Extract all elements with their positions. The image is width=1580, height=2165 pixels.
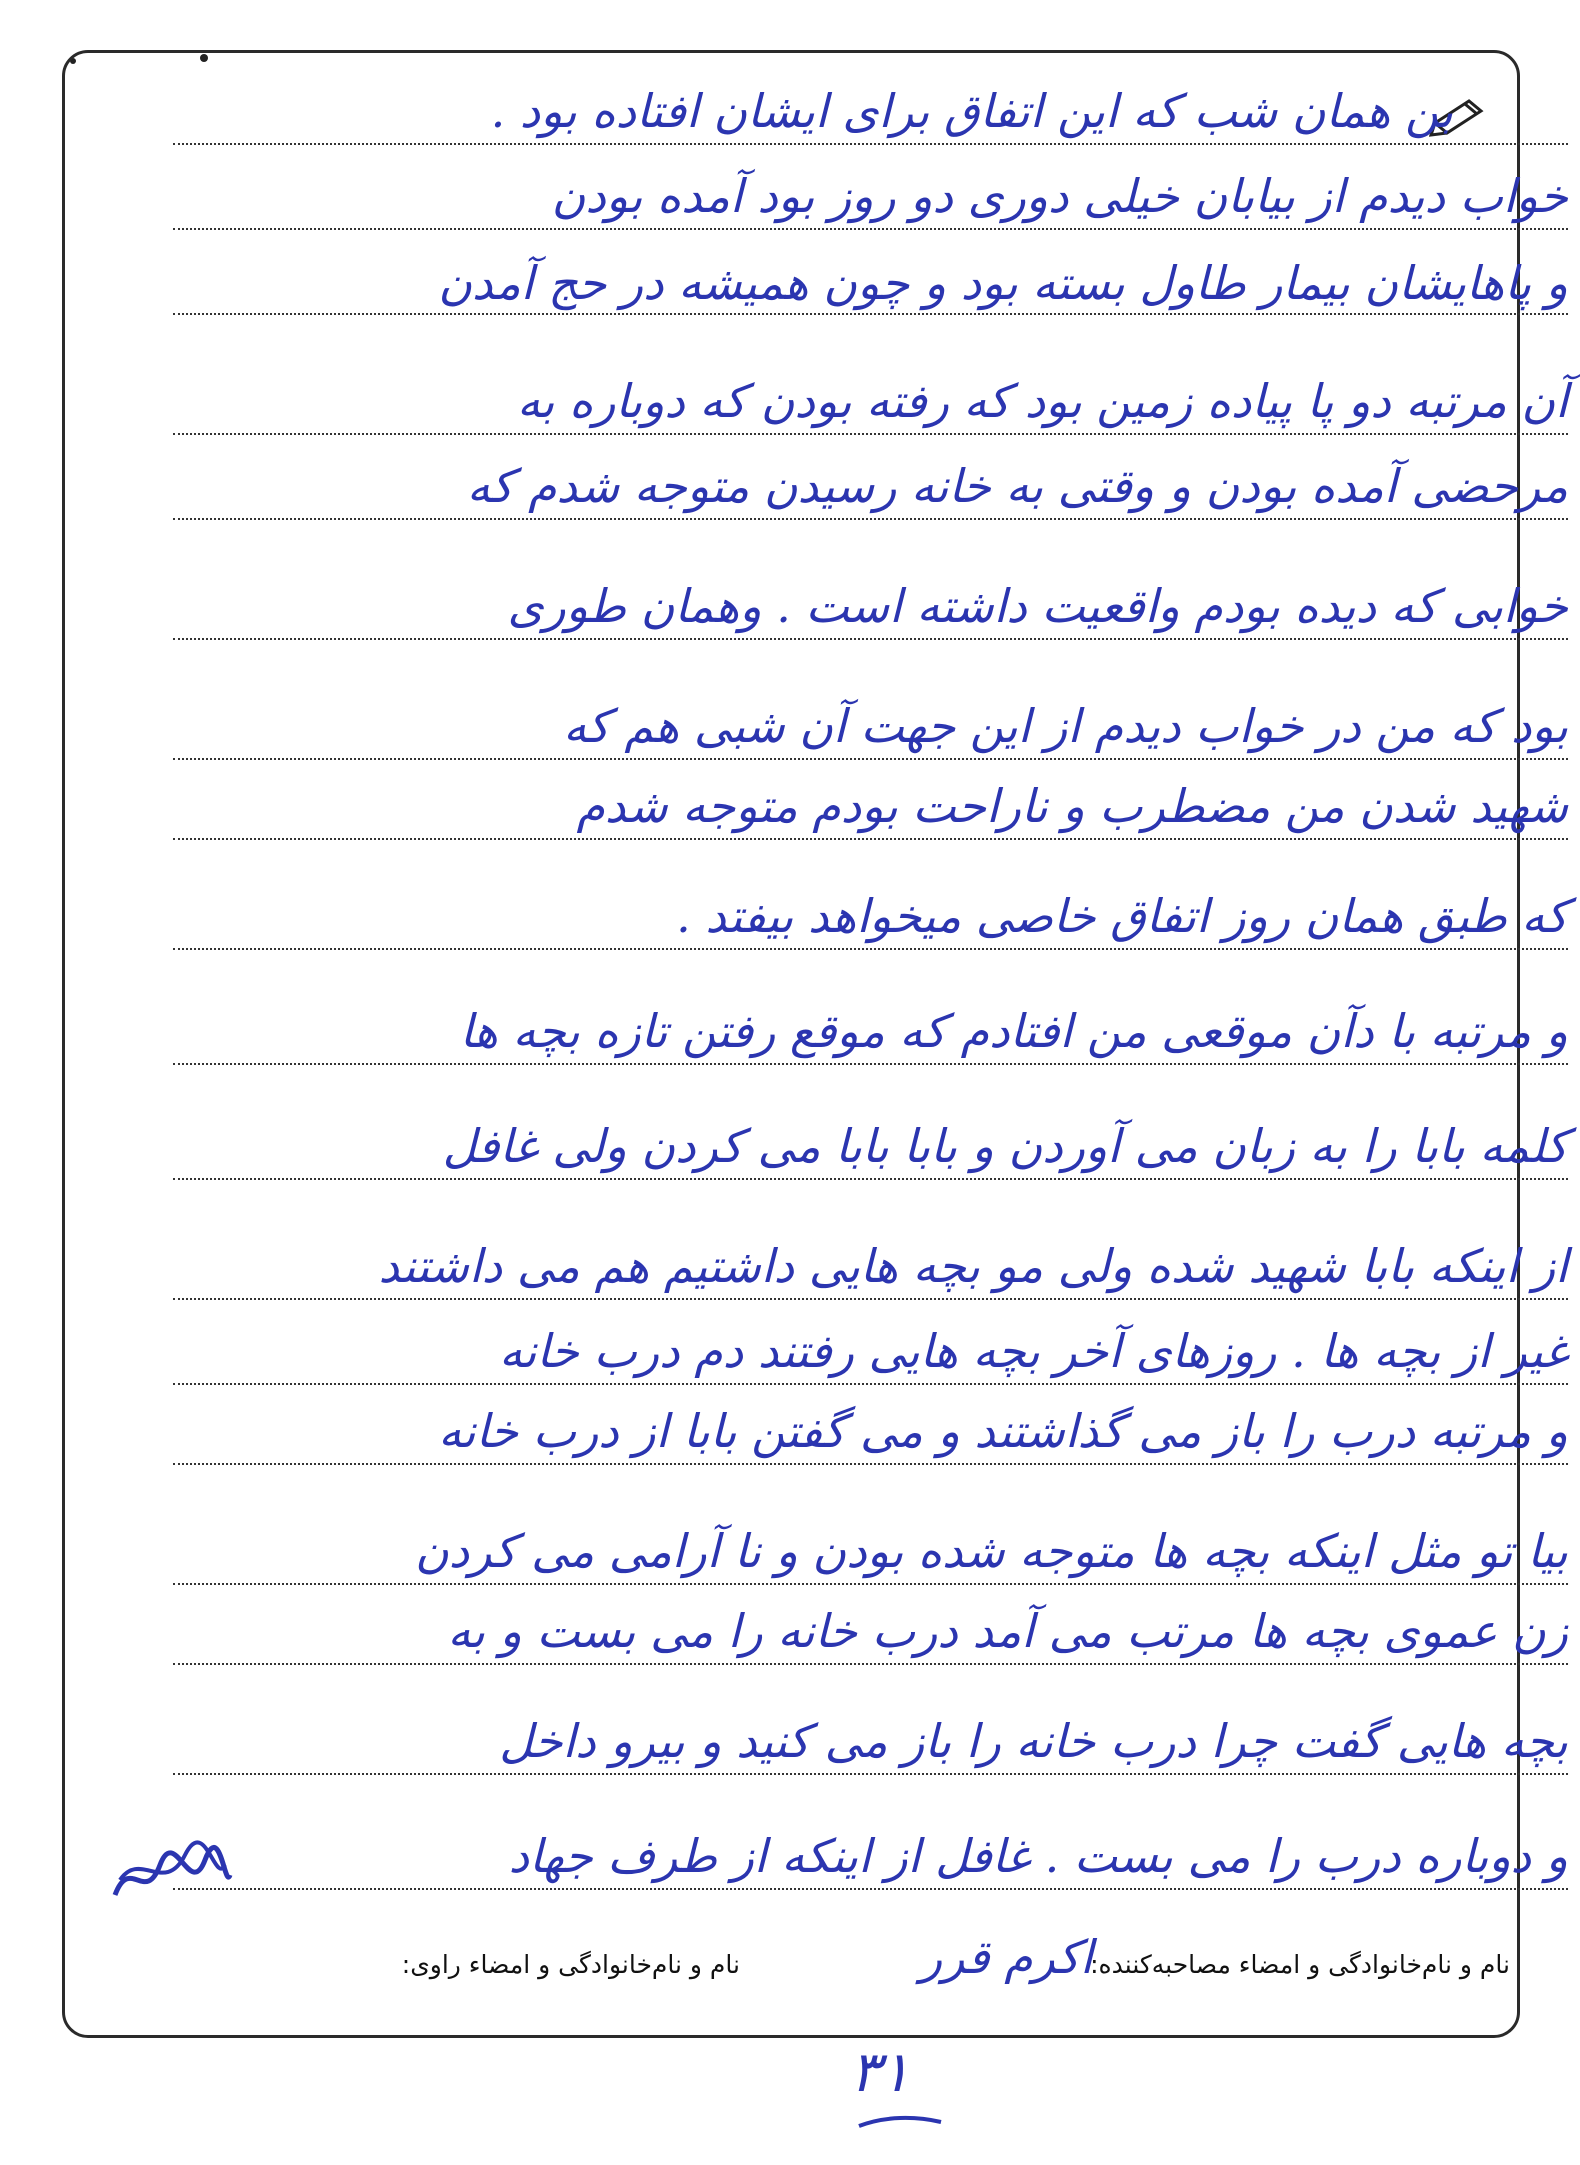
handwritten-line: بن همان شب که این اتفاق برای ایشان افتاده بود . bbox=[490, 84, 1453, 138]
handwritten-line: و مرتبه درب را باز می گذاشتند و می گفتن بابا از درب خانه bbox=[438, 1404, 1568, 1458]
page-frame bbox=[62, 50, 1568, 2038]
handwritten-line: بیا تو مثل اینکه بچه ها متوجه شده بودن و نا آرامی می کردن bbox=[415, 1524, 1568, 1578]
handwritten-line: خواب دیدم از بیابان خیلی دوری دو روز بود آمده بودن bbox=[551, 169, 1568, 223]
handwritten-line: شهید شدن من مضطرب و ناراحت بودم متوجه شدم bbox=[576, 779, 1568, 833]
signature-footer bbox=[90, 1935, 1510, 1995]
narrator-label: نام و نام‌خانوادگی و امضاء راوی: bbox=[401, 1950, 740, 1979]
interviewer-label: نام و نام‌خانوادگی و امضاء مصاحبه‌کننده: bbox=[1090, 1950, 1510, 1979]
handwritten-line: غیر از بچه ها . روزهای آخر بچه هایی رفتند دم درب خانه bbox=[499, 1324, 1568, 1378]
scribble-mark bbox=[105, 1835, 235, 1915]
handwritten-line: و پاهایشان بیمار طاول بسته بود و چون همیشه در حج آمدن bbox=[438, 256, 1568, 310]
handwritten-line: خوابی که دیده بودم واقعیت داشته است . وهمان طوری bbox=[507, 579, 1568, 633]
handwritten-line: که طبق همان روز اتفاق خاصی میخواهد بیفتد . bbox=[676, 889, 1568, 943]
handwritten-line: و دوباره درب را می بست . غافل از اینکه از طرف جهاد bbox=[508, 1829, 1568, 1883]
handwritten-line: از اینکه بابا شهید شده ولی مو بچه هایی داشتیم هم می داشتند bbox=[378, 1239, 1568, 1293]
handwritten-line: آن مرتبه دو پا پیاده زمین بود که رفته بودن که دوباره به bbox=[517, 374, 1568, 428]
handwritten-body bbox=[173, 53, 1568, 1953]
page-number: ۳۱ bbox=[850, 2040, 911, 2105]
handwritten-line: بود که من در خواب دیدم از این جهت آن شبی هم که bbox=[563, 699, 1568, 753]
handwritten-line: زن عموی بچه ها مرتب می آمد درب خانه را می بست و به bbox=[447, 1604, 1568, 1658]
handwritten-line: مرحضی آمده بودن و وقتی به خانه رسیدن متوجه شدم که bbox=[466, 459, 1568, 513]
handwritten-line: بچه هایی گفت چرا درب خانه را باز می کنید و بیرو داخل bbox=[499, 1714, 1568, 1768]
handwritten-line: و مرتبه با دآن موقعی من افتادم که موقع رفتن تازه بچه ها bbox=[459, 1004, 1568, 1058]
handwritten-line: کلمه بابا را به زبان می آوردن و بابا بابا می کردن ولی غافل bbox=[442, 1119, 1568, 1173]
interviewer-signature: اکرم قرر bbox=[920, 1930, 1093, 1984]
page-number-underline bbox=[855, 2112, 945, 2132]
